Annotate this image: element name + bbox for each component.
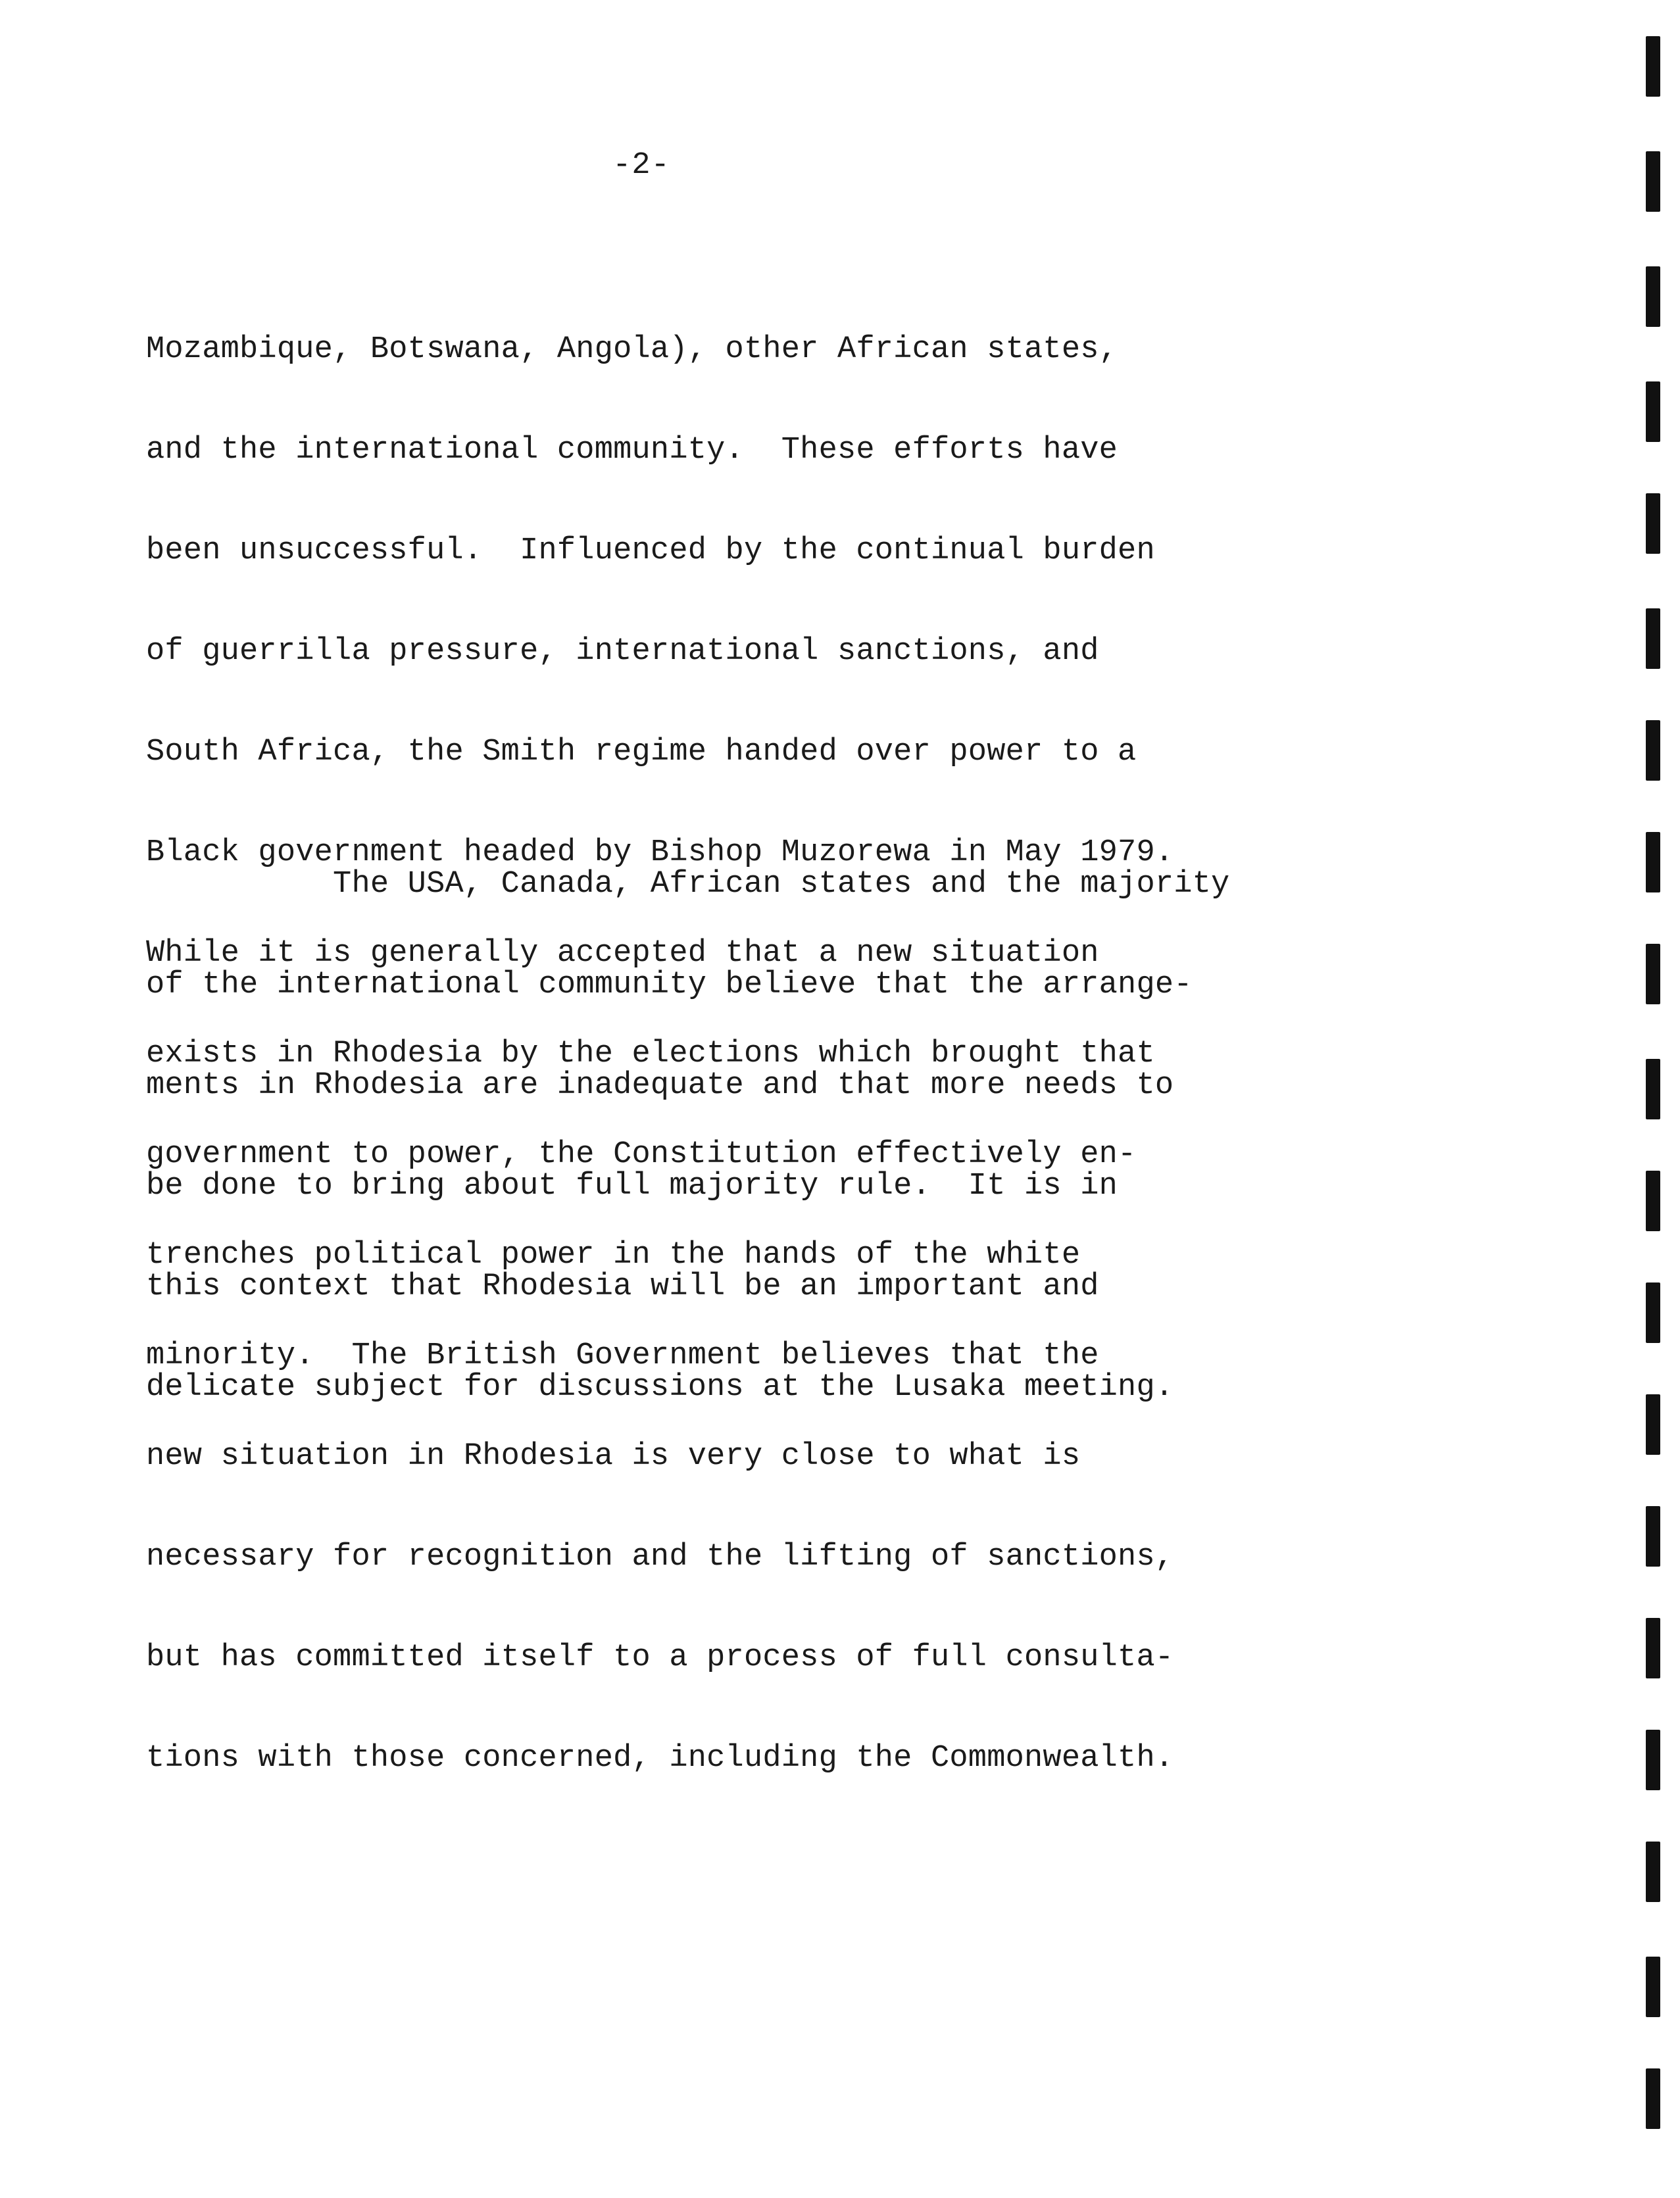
text-line: Mozambique, Botswana, Angola), other African states, bbox=[146, 332, 1118, 367]
text-line: of the international community believe that the arrange- bbox=[146, 967, 1193, 1002]
text-line: been unsuccessful. Influenced by the continual burden bbox=[146, 533, 1155, 568]
text-line: ments in Rhodesia are inadequate and that more needs to bbox=[146, 1068, 1174, 1103]
binding-mark bbox=[1646, 1842, 1660, 1902]
binding-mark bbox=[1646, 944, 1660, 1004]
text-line: The USA, Canada, African states and the majority bbox=[146, 867, 1230, 902]
binding-mark bbox=[1646, 1282, 1660, 1343]
binding-mark bbox=[1646, 1394, 1660, 1455]
binding-mark bbox=[1646, 1957, 1660, 2017]
binding-mark bbox=[1646, 151, 1660, 212]
text-line: but has committed itself to a process of full consulta- bbox=[146, 1640, 1174, 1675]
text-line: this context that Rhodesia will be an important and bbox=[146, 1269, 1099, 1304]
text-line: government to power, the Constitution effectively en- bbox=[146, 1137, 1137, 1172]
text-line: of guerrilla pressure, international sanctions, and bbox=[146, 634, 1099, 669]
binding-mark bbox=[1646, 720, 1660, 781]
text-line: South Africa, the Smith regime handed over power to a bbox=[146, 735, 1137, 769]
text-line: Black government headed by Bishop Muzorewa in May 1979. bbox=[146, 835, 1174, 870]
text-line: trenches political power in the hands of the white bbox=[146, 1238, 1081, 1273]
binding-mark bbox=[1646, 1059, 1660, 1119]
binding-mark bbox=[1646, 1171, 1660, 1231]
text-line: and the international community. These efforts have bbox=[146, 433, 1118, 468]
binding-marks bbox=[1627, 0, 1680, 2198]
binding-mark bbox=[1646, 36, 1660, 97]
text-line: tions with those concerned, including the Commonwealth. bbox=[146, 1741, 1174, 1776]
binding-mark bbox=[1646, 608, 1660, 669]
binding-mark bbox=[1646, 1730, 1660, 1790]
text-line: exists in Rhodesia by the elections which brought that bbox=[146, 1037, 1155, 1071]
text-line: necessary for recognition and the lifting of sanctions, bbox=[146, 1540, 1174, 1575]
paragraph-2 bbox=[146, 800, 1229, 1438]
binding-mark bbox=[1646, 2068, 1660, 2129]
binding-mark bbox=[1646, 1506, 1660, 1567]
binding-mark bbox=[1646, 381, 1660, 442]
text-line: While it is generally accepted that a new situation bbox=[146, 936, 1099, 971]
text-line: new situation in Rhodesia is very close to what is bbox=[146, 1439, 1081, 1474]
binding-mark bbox=[1646, 832, 1660, 892]
binding-mark bbox=[1646, 266, 1660, 327]
text-line: delicate subject for discussions at the Lusaka meeting. bbox=[146, 1370, 1174, 1405]
binding-mark bbox=[1646, 1618, 1660, 1678]
page-number: -2- bbox=[612, 148, 670, 183]
text-line: be done to bring about full majority rule. It is in bbox=[146, 1169, 1118, 1204]
text-line: minority. The British Government believes that the bbox=[146, 1338, 1099, 1373]
binding-mark bbox=[1646, 493, 1660, 554]
